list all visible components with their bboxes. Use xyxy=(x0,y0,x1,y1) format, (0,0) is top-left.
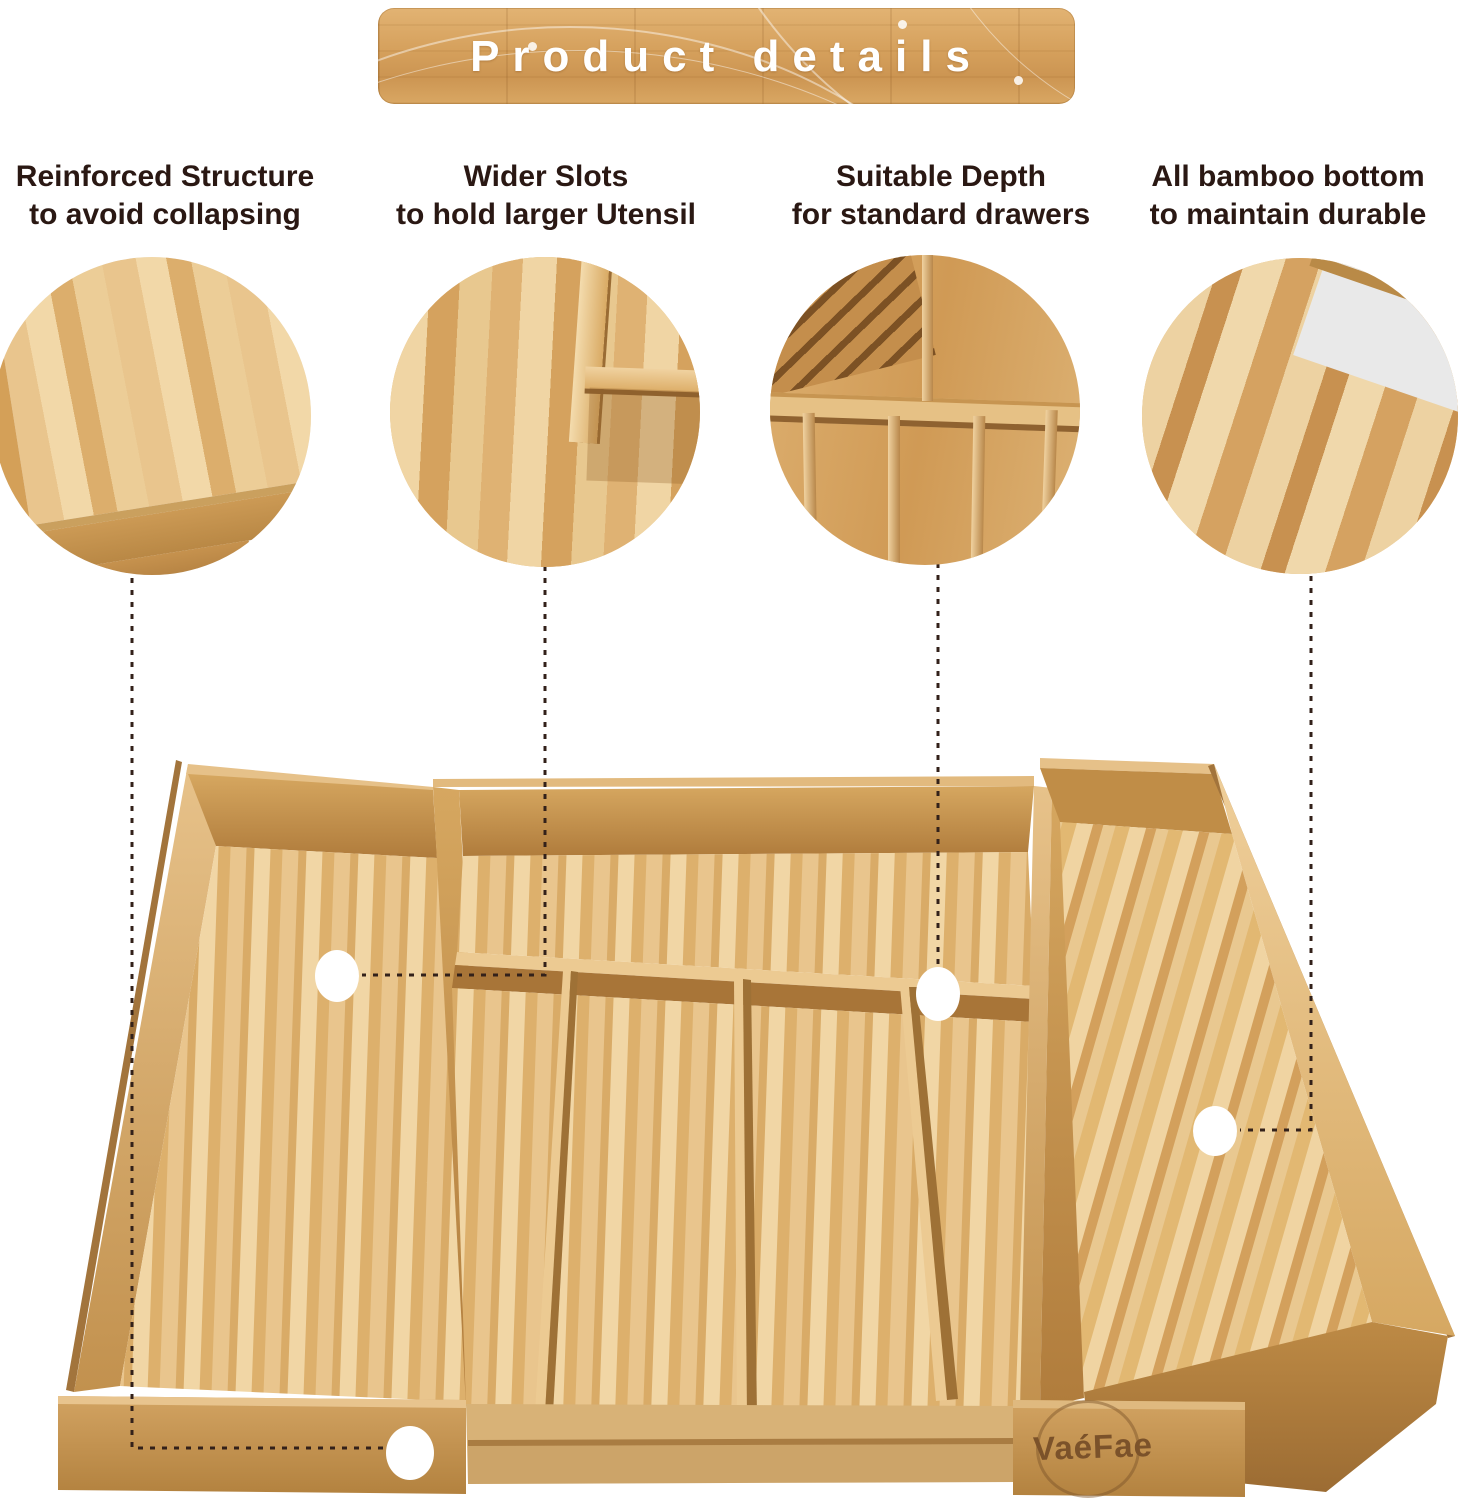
feature-line: Wider Slots xyxy=(463,160,629,193)
page-title: Product details xyxy=(470,32,983,81)
callout-dot-reinforced xyxy=(386,1426,434,1480)
leader-line-reinforced xyxy=(132,578,385,1448)
feature-callout-depth xyxy=(780,158,1102,234)
compartment-divider-vertical xyxy=(970,416,985,565)
feature-line: Reinforced Structure xyxy=(15,160,315,193)
bamboo-floor-closeup xyxy=(0,257,311,537)
leader-line-wider-slots xyxy=(362,566,545,975)
zoom-circle-suitable-depth xyxy=(770,255,1080,565)
feature-callout-bamboo-bottom xyxy=(1118,158,1458,234)
feature-line: to maintain durable xyxy=(1149,198,1427,231)
compartment-divider-vertical xyxy=(803,413,818,565)
zoom-circle-wider-slots xyxy=(390,257,700,567)
feature-callout-wider-slots xyxy=(386,158,706,234)
callout-dot-depth xyxy=(916,967,960,1021)
callout-dot-wider-slots xyxy=(315,950,359,1002)
leader-line-bottom xyxy=(1240,576,1311,1130)
compartment-divider-vertical xyxy=(888,416,900,565)
zoom-circle-reinforced-corner xyxy=(0,257,311,575)
compartment-divider-vertical xyxy=(922,255,933,401)
feature-callout-reinforced xyxy=(0,158,330,234)
feature-line: All bamboo bottom xyxy=(1151,160,1425,193)
feature-line: to hold larger Utensil xyxy=(395,198,697,231)
callout-dot-bottom xyxy=(1193,1106,1237,1156)
zoom-photo-reinforced xyxy=(0,257,311,575)
slot-shadow xyxy=(587,388,700,486)
feature-line: to avoid collapsing xyxy=(29,198,301,231)
brand-name: VaéFae xyxy=(1032,1425,1154,1468)
feature-line: Suitable Depth xyxy=(835,160,1046,193)
knife-slat-block xyxy=(770,255,936,398)
brand-stamp xyxy=(1018,1398,1168,1498)
zoom-circle-bamboo-bottom xyxy=(1142,258,1458,574)
feature-line: for standard drawers xyxy=(791,198,1091,231)
